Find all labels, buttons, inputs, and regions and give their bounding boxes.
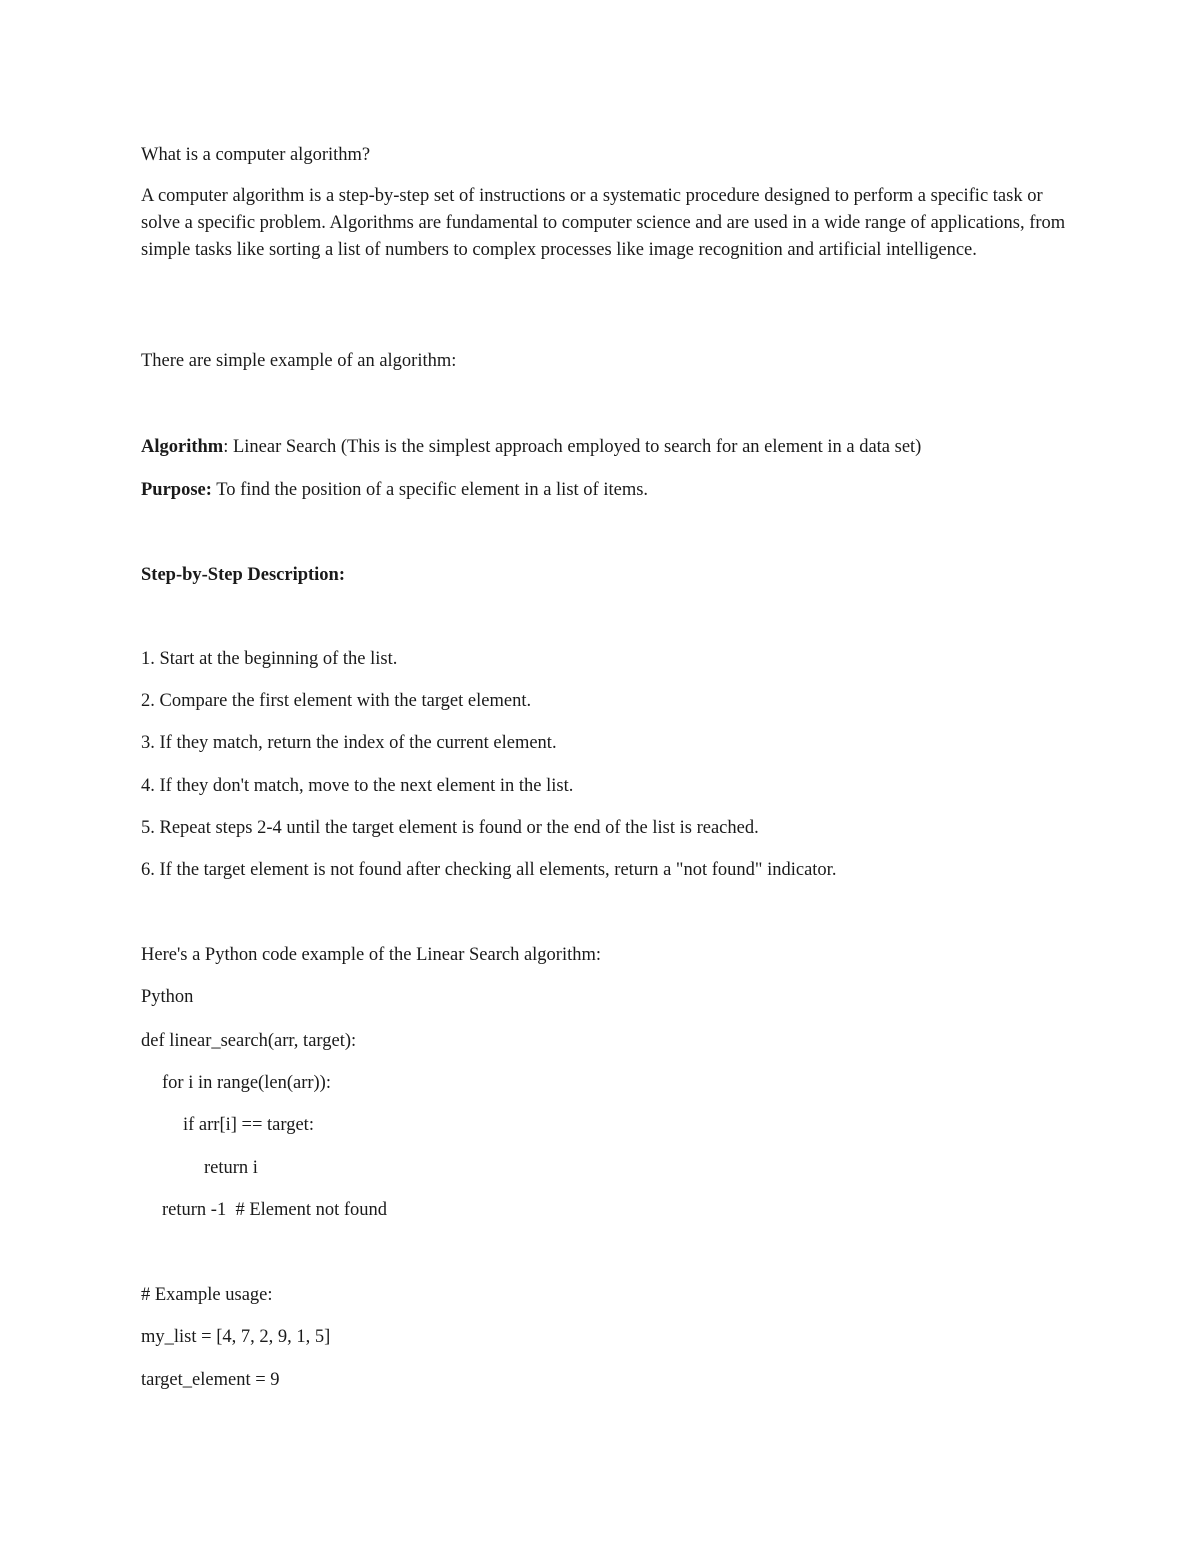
algorithm-line xyxy=(141,434,921,461)
code-line: # Example usage: xyxy=(141,1285,273,1305)
step-item: 1. Start at the beginning of the list. xyxy=(141,649,398,669)
algorithm-text: : Linear Search (This is the simplest approach employed to search for an element in a data set) xyxy=(223,437,922,457)
code-line: return i xyxy=(204,1158,258,1178)
step-item: 6. If the target element is not found after checking all elements, return a "not found" indicator. xyxy=(141,860,837,880)
code-line: target_element = 9 xyxy=(141,1370,280,1390)
code-line: for i in range(len(arr)): xyxy=(162,1073,331,1093)
intro-paragraph: A computer algorithm is a step-by-step set of instructions or a systematic procedure designed to perform a specific task or solve a specific problem. Algorithms are fundamental to computer science and are used in a wide range of applications, from simple tasks like sorting a list of numbers to complex processes like image recognition and artificial intelligence. xyxy=(141,186,1066,260)
purpose-text: To find the position of a specific element in a list of items. xyxy=(211,480,649,500)
code-intro: Here's a Python code example of the Linear Search algorithm: xyxy=(141,945,602,965)
step-item: 5. Repeat steps 2-4 until the target element is found or the end of the list is reached. xyxy=(141,818,759,838)
code-language-label: Python xyxy=(141,987,194,1007)
purpose-label: Purpose: xyxy=(141,480,212,500)
code-line: my_list = [4, 7, 2, 9, 1, 5] xyxy=(141,1327,331,1347)
code-line: return -1 # Element not found xyxy=(162,1200,388,1220)
example-intro: There are simple example of an algorithm: xyxy=(141,351,457,371)
step-item: 4. If they don't match, move to the next element in the list. xyxy=(141,776,574,796)
code-line: def linear_search(arr, target): xyxy=(141,1031,357,1051)
purpose-line xyxy=(141,477,648,504)
document-heading: What is a computer algorithm? xyxy=(141,145,371,165)
code-line: if arr[i] == target: xyxy=(183,1115,314,1135)
steps-heading: Step-by-Step Description: xyxy=(141,565,346,585)
algorithm-label: Algorithm xyxy=(141,437,224,457)
step-item: 3. If they match, return the index of the current element. xyxy=(141,733,557,753)
step-item: 2. Compare the first element with the target element. xyxy=(141,691,532,711)
